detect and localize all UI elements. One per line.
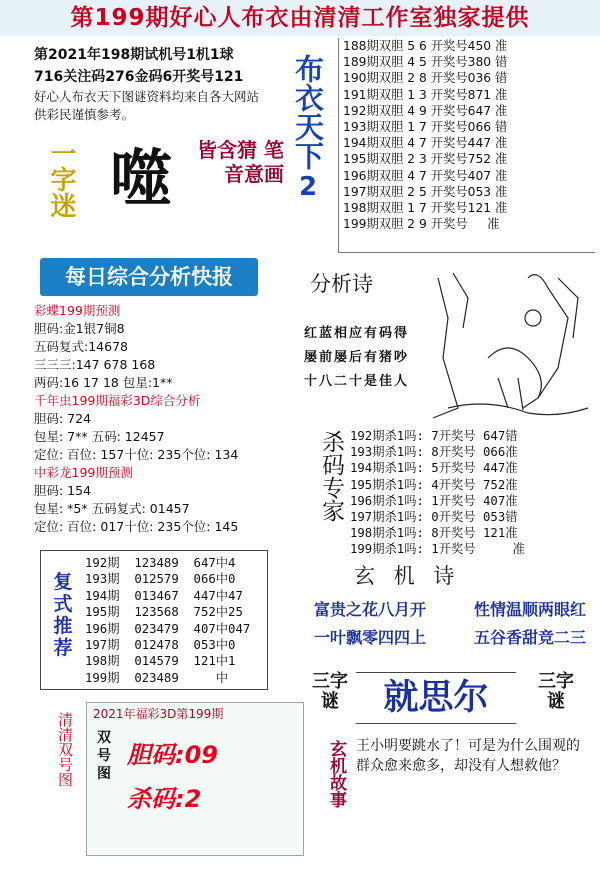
- table-row: 194期 013467 447中47: [85, 588, 243, 603]
- table-row: 192期 123489 647中4: [85, 556, 236, 570]
- three-char-riddle-right: 三字谜: [538, 671, 574, 712]
- table-row: 199期双胆 2 9 开奖号 准: [343, 217, 500, 232]
- table-row: 193期 012579 066中0: [85, 572, 236, 587]
- table-row: 196期 023479 407中047: [85, 621, 251, 636]
- page-title: 第199期好心人布衣由清清工作室独家提供: [0, 0, 600, 36]
- table-row: 192期双胆 4 9 开奖号647 准: [343, 103, 508, 118]
- xuanji-row: [314, 624, 586, 652]
- table-row: 包星: 7** 五码: 12457: [34, 429, 165, 444]
- intro-line-1: 第2021年198期试机号1机1球: [34, 47, 234, 63]
- table-row: 190期双胆 2 8 开奖号036 错: [343, 71, 508, 86]
- xuanji-line: 富贵之花八月开: [314, 600, 427, 619]
- pred-section-2: [34, 410, 274, 464]
- xuanji-line: 性情温顺两眼红: [473, 600, 586, 619]
- table-row: 194期双胆 4 7 开奖号447 准: [343, 136, 508, 151]
- riddle-hint: 皆含猜 笔 音意画: [197, 138, 284, 186]
- table-row: 胆码:金1银7铜8: [34, 321, 125, 336]
- pred-section-3-title: 中彩龙199期预测: [34, 465, 133, 480]
- table-row: 192期杀1吗: 7开奖号 647错: [350, 429, 518, 443]
- table-row: 195期双胆 2 3 开奖号752 准: [343, 152, 508, 167]
- xuanji-line: 五谷香甜竞二三: [473, 628, 586, 647]
- table-row: 199期杀1吗: 1开奖号 准: [350, 542, 525, 557]
- table-row: 193期杀1吗: 8开奖号 066准: [350, 445, 518, 460]
- xuanji-line: 一叶飘零四四上: [314, 628, 427, 647]
- fushi-table: [85, 555, 250, 686]
- fushi-box: [40, 550, 268, 690]
- table-row: 胆码: 724: [34, 411, 92, 426]
- table-row: 189期双胆 4 5 开奖号380 错: [343, 55, 508, 70]
- frame-header: 2021年福彩3D第199期: [93, 707, 224, 721]
- sketch-illustration: [428, 258, 592, 422]
- table-row: 胆码: 154: [34, 483, 92, 498]
- pred-section-1-title: 彩蝶199期预测: [34, 303, 121, 318]
- table-row: 五码复式:14678: [34, 339, 128, 354]
- table-row: 195期 123568 752中25: [85, 605, 243, 620]
- mystery-story: 王小明要跳水了！可是为什么围观的群众愈来愈多，却没有人想救他？: [356, 738, 580, 774]
- analysis-poem: [304, 322, 409, 394]
- prediction-block: [34, 302, 274, 536]
- mystery-story-label: 玄机故事: [326, 740, 346, 808]
- analysis-poem-title: 分析诗: [310, 272, 373, 296]
- riddle-left-label: 一字迷: [46, 140, 76, 218]
- double-dan-table: [338, 38, 595, 253]
- table-row: 两码:16 17 18 包星:1**: [34, 375, 173, 390]
- riddle-main-char: 噬: [110, 142, 173, 215]
- analysis-banner: 每日综合分析快报: [40, 258, 258, 296]
- poem-line: 红蓝相应有码得: [304, 326, 410, 341]
- table-row: 198期双胆 1 7 开奖号121 准: [343, 201, 508, 216]
- jiusi-riddle: 就思尔: [356, 672, 516, 724]
- table-row: 191期双胆 1 3 开奖号871 准: [343, 87, 508, 102]
- table-row: 193期双胆 1 7 开奖号066 错: [343, 120, 508, 135]
- table-row: 定位: 百位: 157十位: 235个位: 134: [34, 447, 239, 462]
- intro-note-2: 供彩民谨慎参考。: [34, 107, 135, 122]
- kill-code-table: [350, 428, 590, 558]
- pred-section-3: [34, 482, 274, 536]
- table-row: 197期杀1吗: 0开奖号 053错: [350, 510, 518, 525]
- table-row: 包星: *5* 五码复式: 01457: [34, 501, 190, 516]
- table-row: 199期 023489 中: [85, 670, 229, 685]
- xuanji-poem: [314, 596, 586, 652]
- intro-note-1: 好心人布衣天下图谜资料均来自各大网站: [34, 89, 260, 104]
- table-row: 198期杀1吗: 8开奖号 121准: [350, 526, 518, 541]
- poem-line: 屡前屡后有猪吵: [304, 350, 410, 365]
- double-number-frame: [86, 702, 304, 856]
- table-row: 197期双胆 2 5 开奖号053 准: [343, 184, 508, 199]
- table-row: 194期杀1吗: 5开奖号 447准: [350, 461, 518, 476]
- kill-code-label: 杀码专家: [318, 430, 344, 522]
- three-char-riddle-left: 三字谜: [312, 671, 348, 712]
- brand-name: 布衣天下: [291, 54, 325, 170]
- frame-dan-code: 胆码:09: [127, 741, 218, 769]
- brand-vertical: [282, 54, 334, 204]
- xuanji-title: 玄 机 诗: [354, 564, 461, 588]
- frame-side-label: 双号图: [97, 730, 111, 782]
- double-number-label: 清清双号图: [56, 712, 74, 787]
- table-row: 197期 012478 053中0: [85, 638, 236, 653]
- table-row: 196期杀1吗: 1开奖号 407准: [350, 493, 518, 508]
- xuanji-row: [314, 596, 586, 624]
- table-row: 195期杀1吗: 4开奖号 752准: [350, 477, 518, 492]
- intro-line-2: 716关注码276金码6开奖号121: [34, 69, 244, 85]
- table-row: 196期双胆 4 7 开奖号407 准: [343, 168, 508, 183]
- frame-kill-code: 杀码:2: [127, 785, 202, 813]
- brand-number: 2: [298, 172, 318, 202]
- pred-section-1: [34, 320, 274, 392]
- table-row: 198期 014579 121中1: [85, 654, 236, 669]
- table-row: 定位: 百位: 017十位: 235个位: 145: [34, 519, 239, 534]
- table-row: 188期双胆 5 6 开奖号450 准: [343, 39, 508, 53]
- pred-section-2-title: 千年虫199期福彩3D综合分析: [34, 393, 201, 408]
- fushi-label: 复式推荐: [53, 571, 73, 659]
- poem-line: 十八二十是佳人: [304, 374, 410, 389]
- table-row: 三三三:147 678 168: [34, 357, 156, 372]
